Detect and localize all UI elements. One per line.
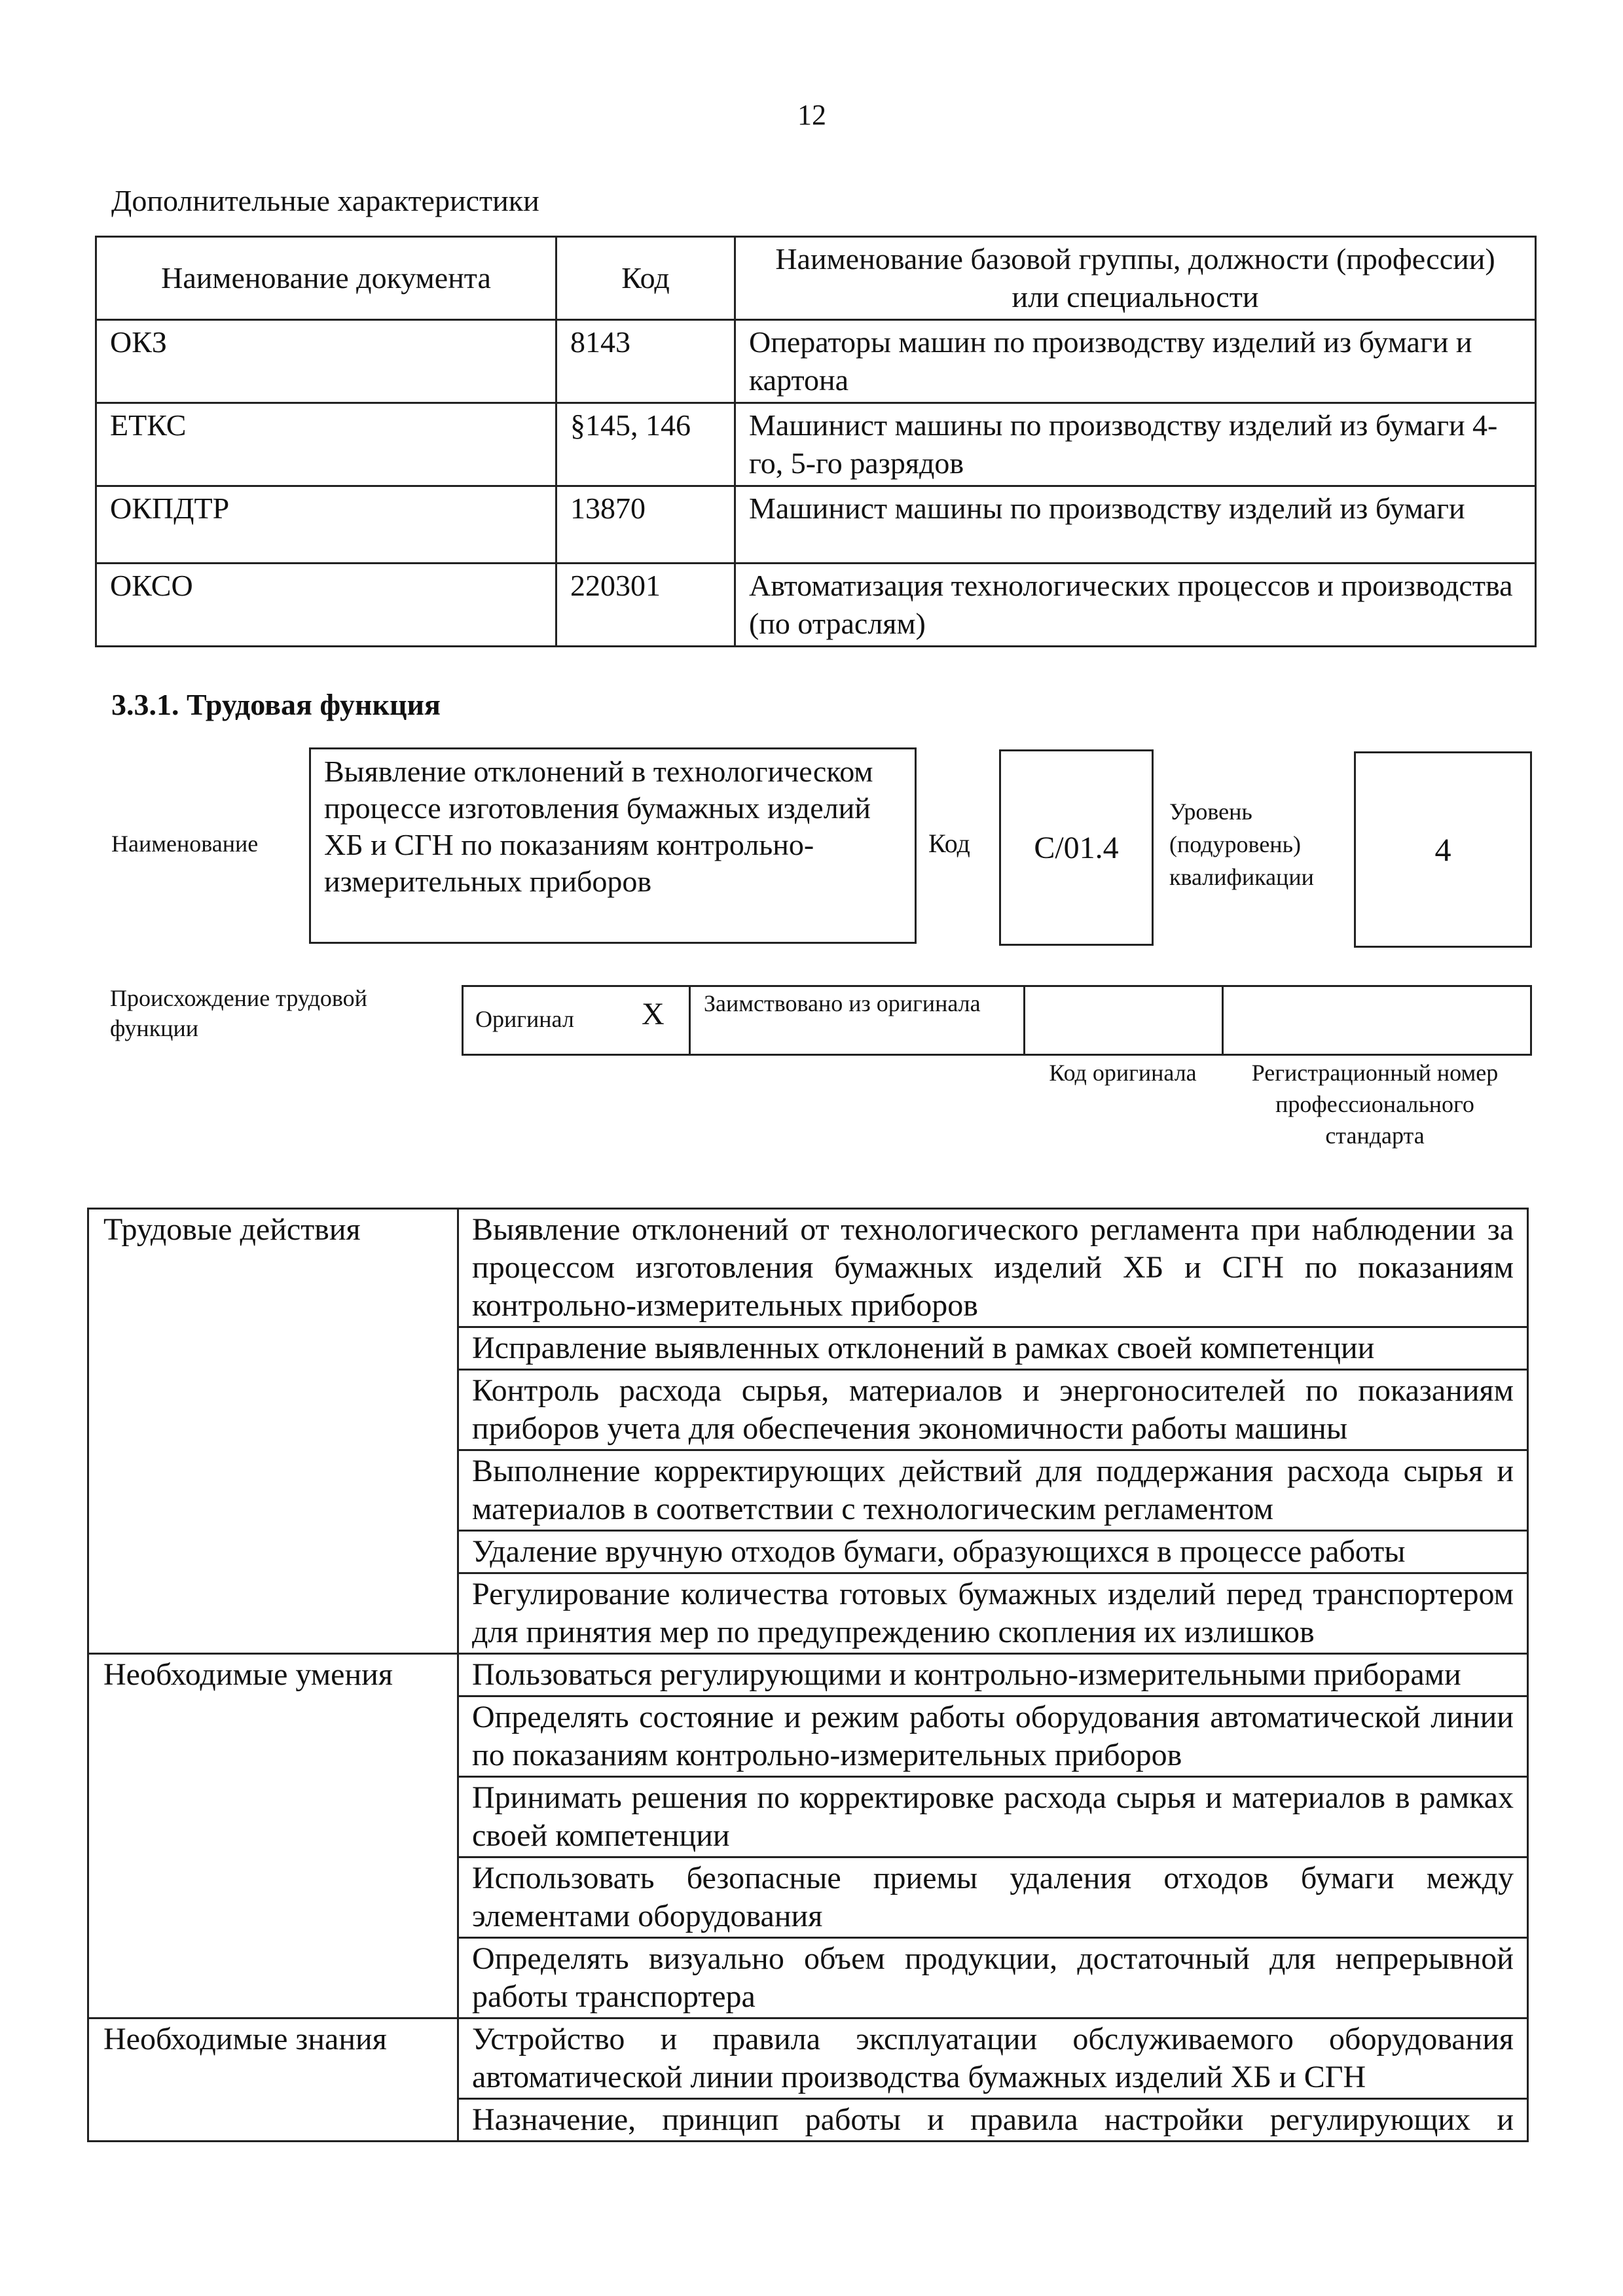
function-heading: 3.3.1. Трудовая функция: [111, 688, 441, 721]
row-code: 8143: [556, 320, 735, 403]
action-item: Выполнение корректирующих действий для поддержания расхода сырья и материалов в соответствии с технологическим регламентом: [458, 1450, 1528, 1531]
row-doc: ОКПДТР: [96, 486, 556, 564]
level-box: [1354, 751, 1532, 948]
action-item: Регулирование количества готовых бумажных изделий перед транспортером для принятия мер по предупреждению скопления их излишков: [458, 1573, 1528, 1654]
original-mark: X: [642, 997, 665, 1031]
additional-characteristics-table: [95, 236, 1537, 647]
level-label: Уровень (подуровень) квалификации: [1169, 798, 1314, 890]
action-item: Контроль расхода сырья, материалов и энергоносителей по показаниям приборов учета для обеспечения экономичности работы машины: [458, 1370, 1528, 1450]
table-row: [96, 403, 1536, 486]
skill-item: Определять визуально объем продукции, достаточный для непрерывной работы транспортера: [458, 1938, 1528, 2018]
origin-label: Происхождение трудовой функции: [110, 985, 367, 1041]
row-code: 13870: [556, 486, 735, 564]
action-item: Исправление выявленных отклонений в рамках своей компетенции: [458, 1327, 1528, 1370]
header-name: Наименование базовой группы, должности (профессии) или специальности: [735, 237, 1536, 320]
knowledge-item: Устройство и правила эксплуатации обслуживаемого оборудования автоматической линии производства бумажных изделий ХБ и СГН: [458, 2018, 1528, 2099]
code-original-label: Код оригинала: [1049, 1060, 1197, 1086]
row-code: §145, 146: [556, 403, 735, 486]
header-code: Код: [556, 237, 735, 320]
table-row: [88, 2018, 1528, 2099]
skills-label: Необходимые умения: [88, 1654, 458, 2018]
skill-item: Принимать решения по корректировке расхода сырья и материалов в рамках своей компетенции: [458, 1777, 1528, 1857]
borrowed-label: Заимствовано из оригинала: [704, 990, 981, 1016]
action-item: Удаление вручную отходов бумаги, образующихся в процессе работы: [458, 1531, 1528, 1573]
page-number: 12: [797, 99, 826, 131]
table-header-row: [96, 237, 1536, 320]
row-name: Машинист машины по производству изделий из бумаги: [735, 486, 1536, 564]
skill-item: Определять состояние и режим работы оборудования автоматической линии по показаниям контрольно-измерительных приборов: [458, 1696, 1528, 1777]
level-value: 4: [1434, 831, 1451, 868]
row-doc: ОКСО: [96, 564, 556, 647]
row-doc: ОКЗ: [96, 320, 556, 403]
row-doc: ЕТКС: [96, 403, 556, 486]
function-details-table: [87, 1208, 1529, 2142]
knowledge-item: Назначение, принцип работы и правила настройки регулирующих и: [458, 2099, 1528, 2142]
code-box: [999, 749, 1154, 946]
actions-label: Трудовые действия: [88, 1209, 458, 1654]
table-row: [88, 1654, 1528, 1696]
header-doc: Наименование документа: [96, 237, 556, 320]
table-row: [88, 1209, 1528, 1327]
action-item: Выявление отклонений от технологического регламента при наблюдении за процессом изготовления бумажных изделий ХБ и СГН по показаниям контрольно-измерительных приборов: [458, 1209, 1528, 1327]
table-row: [96, 320, 1536, 403]
row-name: Автоматизация технологических процессов и производства (по отраслям): [735, 564, 1536, 647]
table-row: [96, 486, 1536, 564]
table-row: [96, 564, 1536, 647]
row-name: Операторы машин по производству изделий из бумаги и картона: [735, 320, 1536, 403]
additional-characteristics-title: Дополнительные характеристики: [111, 184, 539, 217]
row-name: Машинист машины по производству изделий из бумаги 4-го, 5-го разрядов: [735, 403, 1536, 486]
function-code: C/01.4: [1034, 830, 1119, 865]
skill-item: Пользоваться регулирующими и контрольно-измерительными приборами: [458, 1654, 1528, 1696]
reg-number-label: Регистрационный номер профессионального стандарта: [1251, 1060, 1499, 1149]
function-name-box: [309, 747, 917, 944]
function-name: Выявление отклонений в технологическом процессе изготовления бумажных изделий ХБ и СГН по показаниям контрольно-измерительных приборов: [324, 755, 873, 898]
divider: [1023, 985, 1025, 1056]
knowledge-label: Необходимые знания: [88, 2018, 458, 2142]
divider: [689, 985, 691, 1056]
divider: [1222, 985, 1224, 1056]
original-label: Оригинал: [475, 1006, 574, 1032]
skill-item: Использовать безопасные приемы удаления отходов бумаги между элементами оборудования: [458, 1857, 1528, 1938]
row-code: 220301: [556, 564, 735, 647]
code-label: Код: [928, 829, 970, 858]
name-label: Наименование: [111, 831, 259, 857]
